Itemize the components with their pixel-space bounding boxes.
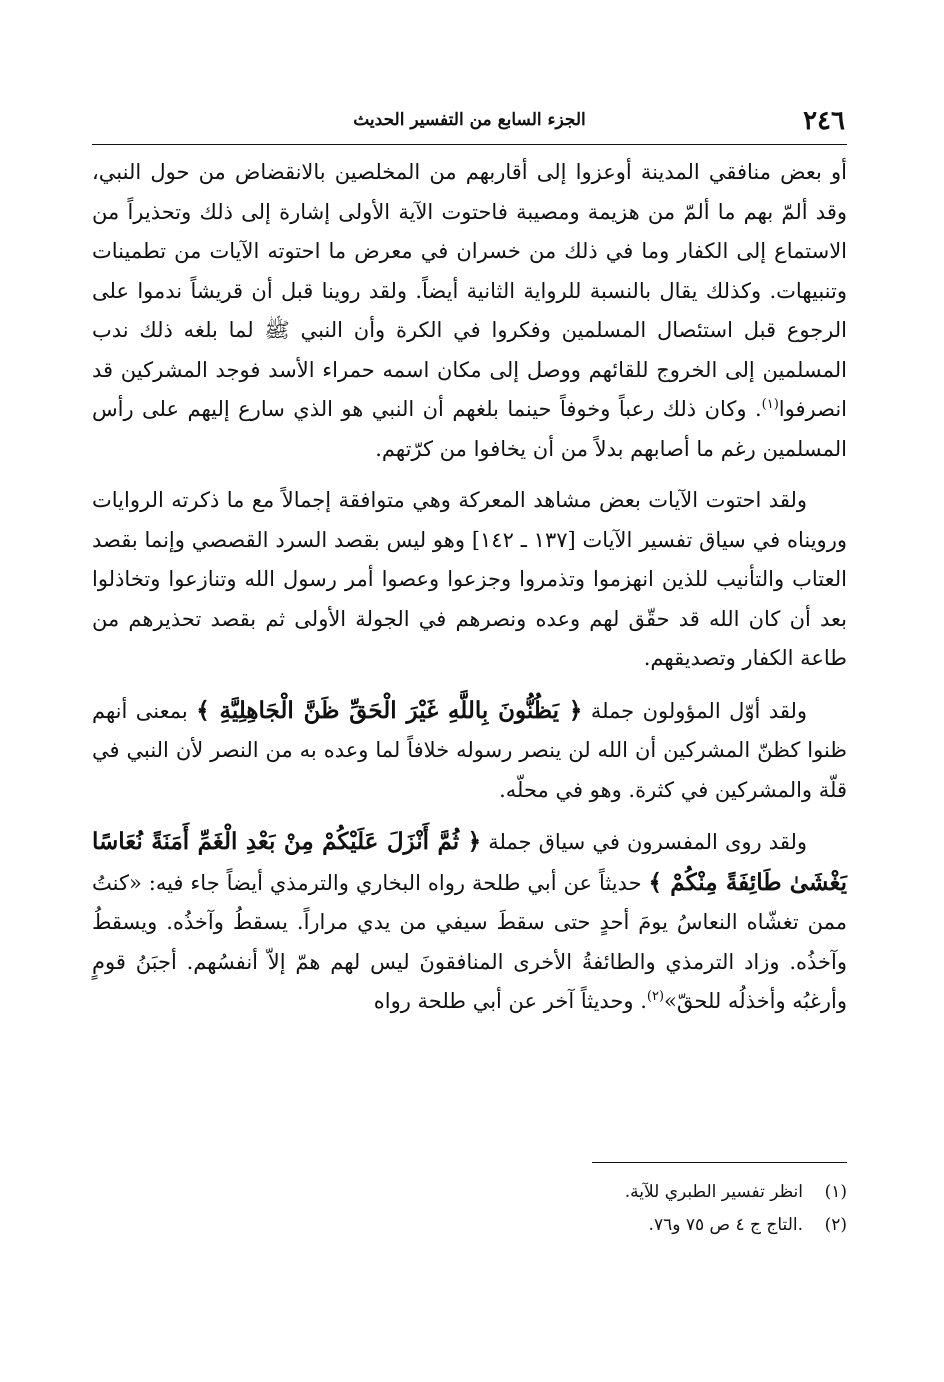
footnote-ref-2: (٢) xyxy=(646,989,665,1004)
footnote-2-text: .التاج ج ٤ ص ٧٥ و٧٦. xyxy=(648,1215,803,1235)
paragraph-4-tail: . وحديثاً آخر عن أبي طلحة رواه xyxy=(373,989,647,1013)
main-text xyxy=(92,153,847,1022)
paragraph-2: ولقد احتوت الآيات بعض مشاهد المعركة وهي متوافقة إجمالاً مع ما ذكرته الروايات ورويناه في سياق تفسير الآيات [١٣٧ ـ ١٤٢] وهو ليس بقصد السرد القصصي وإنما بقصد العتاب والتأنيب للذين انهزموا وتذمروا وجزعوا وعصوا أمر رسول الله وتنازعوا وتخاذلوا بعد أن كان الله قد حقّق لهم وعده ونصرهم في الجولة الأولى ثم بقصد تحذيرهم من طاعة الكفار وتصديقهم. xyxy=(92,488,847,670)
running-title: الجزء السابع من التفسير الحديث xyxy=(353,110,586,130)
paragraph-1-tail: . وكان ذلك رعباً وخوفاً حينما بلغهم أن النبي هو الذي سارع إليهم على رأس المسلمين رغم ما أصابهم بدلاً من أن يخافوا من كرّتهم. xyxy=(92,397,847,461)
quran-verse-2: ﴿ ثُمَّ أَنْزَلَ عَلَيْكُمْ مِنْ بَعْدِ الْغَمِّ أَمَنَةً نُعَاسًا يَغْشَىٰ طَائِفَةً مِنْكُمْ ﴾ xyxy=(92,828,847,896)
footnote-1-number: (١) xyxy=(824,1182,847,1202)
page-number: ٢٤٦ xyxy=(803,106,845,136)
footnote-2-number: (٢) xyxy=(824,1215,847,1235)
footnote-1-text: انظر تفسير الطبري للآية. xyxy=(624,1182,803,1202)
footnote-ref-1: (١) xyxy=(761,397,779,412)
paragraph-1 xyxy=(92,153,847,469)
footnotes xyxy=(92,1176,847,1242)
page-header xyxy=(92,100,847,145)
footnote-2 xyxy=(92,1209,847,1242)
footnote-divider xyxy=(592,1162,847,1163)
paragraph-4 xyxy=(92,822,847,1022)
footnote-1 xyxy=(92,1176,847,1209)
paragraph-4-post: حديثاً عن أبي طلحة رواه البخاري والترمذي أيضاً جاء فيه: «كنتُ ممن تغشّاه النعاسُ يومَ أحدٍ حتى سقطَ سيفي من يدي مراراً. يسقطُ وآخذُه. ويسقطُ وآخذُه. وزاد الترمذي والطائفةُ الأخرى المنافقونَ ليس لهم همّ إلاّ أنفسُهم. أجبَنُ قومٍ وأرغبُه وأخذلُه للحقّ» xyxy=(92,870,847,1013)
paragraph-3-pre: ولقد أوّل المؤولون جملة xyxy=(590,698,808,723)
paragraph-4-pre: ولقد روى المفسرون في سياق جملة xyxy=(488,830,807,854)
book-page xyxy=(92,100,847,1235)
quran-verse-1: ﴿ يَظُنُّونَ بِاللَّهِ غَيْرَ الْحَقِّ ظَنَّ الْجَاهِلِيَّةِ ﴾ xyxy=(196,696,583,724)
paragraph-3-post: بمعنى أنهم ظنوا كظنّ المشركين أن الله لن ينصر رسوله خلافاً لما وعده به من النصر لأن النبي في قلّة والمشركين في كثرة. وهو في محلّه. xyxy=(92,698,847,802)
paragraph-1-text: أو بعض منافقي المدينة أوعزوا إلى أقاربهم من المخلصين بالانقضاض من حول النبي، وقد ألمّ بهم ما ألمّ من هزيمة ومصيبة فاحتوت الآية الأولى إشارة إلى ذلك وتحذيراً من الاستماع إلى الكفار وما في ذلك من خسران في معرض ما احتوته الآيات من تطمينات وتنبيهات. وكذلك يقال بالنسبة للرواية الثانية أيضاً. ولقد روينا قبل أن قريشاً ندموا على الرجوع قبل استئصال المسلمين وفكروا في الكرة وأن النبي ﷺ لما بلغه ذلك ندب المسلمين إلى الخروج للقائهم ووصل إلى مكان اسمه حمراء الأسد فوجد المشركين قد انصرفوا xyxy=(92,160,847,421)
paragraph-3 xyxy=(92,691,847,811)
